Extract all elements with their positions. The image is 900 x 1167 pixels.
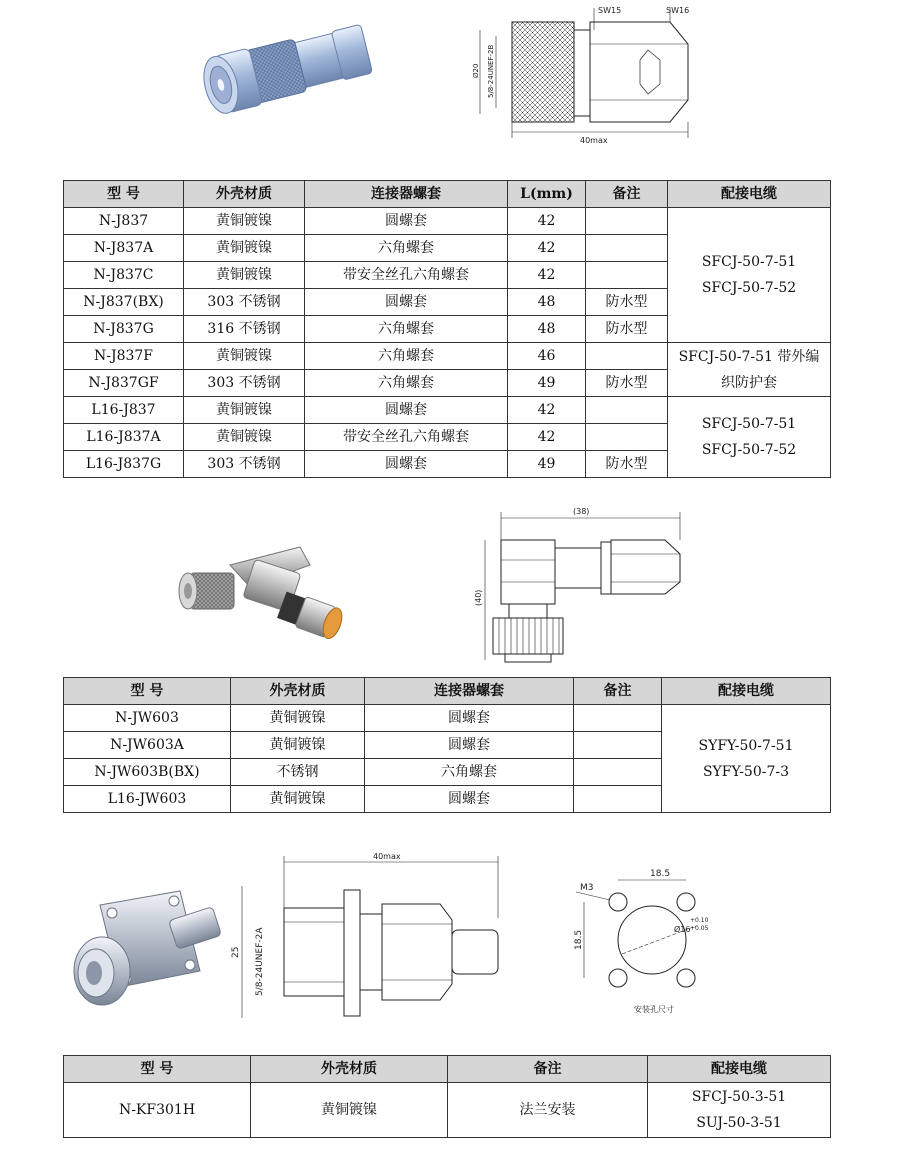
table-header-row (64, 1056, 831, 1083)
cell-model: N-J837GF (64, 370, 184, 397)
cable-line: SFCJ-50-7-52 (701, 280, 797, 296)
cell-material: 303 不锈钢 (184, 289, 305, 316)
cell-material: 黄铜镀镍 (184, 235, 305, 262)
cable-line: SFCJ-50-7-51 (701, 416, 797, 432)
table-header-row (64, 181, 831, 208)
cell-model: N-J837A (64, 235, 184, 262)
n-kf301h-mounting-hole-drawing (566, 860, 716, 1025)
cell-length: 46 (508, 343, 586, 370)
cell-nut: 圆螺套 (365, 732, 574, 759)
cell-model: N-JW603 (64, 705, 231, 732)
cell-model: N-J837F (64, 343, 184, 370)
cell-nut: 圆螺套 (305, 289, 508, 316)
cable-line: SFCJ-50-7-51 (701, 254, 797, 270)
dim-tol-lower-label: +0.05 (690, 925, 709, 932)
cable-line: SYFY-50-7-51 (698, 737, 794, 754)
cable-line: SUJ-50-3-51 (696, 1115, 782, 1131)
n-jw603-technical-drawing (465, 500, 695, 670)
n-j837-spec-table (63, 180, 831, 478)
cable-line: 织防护套 (721, 374, 777, 391)
cell-cable-group-2 (668, 343, 831, 397)
cable-line: SFCJ-50-7-51 带外编 (678, 348, 820, 365)
dim-tol-upper-label: +0.10 (690, 917, 709, 924)
cell-cable-group-1 (668, 208, 831, 343)
col-nut: 连接器螺套 (365, 678, 574, 705)
cable-line: SYFY-50-7-3 (702, 763, 790, 780)
cell-material: 303 不锈钢 (184, 370, 305, 397)
cell-material: 303 不锈钢 (184, 451, 305, 478)
n-j837-product-photo (190, 18, 380, 128)
cell-nut: 六角螺套 (305, 370, 508, 397)
col-material: 外壳材质 (251, 1056, 448, 1083)
cell-model: N-J837C (64, 262, 184, 289)
table-row (64, 705, 831, 732)
cell-cable-group (662, 705, 831, 813)
n-jw603-spec-table (63, 677, 831, 813)
cell-nut: 圆螺套 (305, 208, 508, 235)
cell-model: L16-JW603 (64, 786, 231, 813)
dim-screw-label: M3 (580, 883, 594, 893)
n-kf301h-spec-table (63, 1055, 831, 1138)
col-length: L(mm) (508, 181, 586, 208)
dim-sw16-label: SW16 (666, 6, 690, 15)
dim-spacing-x-label: 18.5 (650, 869, 671, 879)
cell-model: N-J837(BX) (64, 289, 184, 316)
table-row (64, 397, 831, 424)
dim-width-label: (38) (573, 507, 590, 516)
cell-cable-group-3 (668, 397, 831, 478)
cell-model: N-JW603B(BX) (64, 759, 231, 786)
cell-remark (586, 208, 668, 235)
cell-nut: 六角螺套 (305, 235, 508, 262)
dim-thread-label: 5/8-24UNEF-2A (255, 927, 265, 996)
cell-material: 黄铜镀镍 (231, 705, 365, 732)
cell-length: 42 (508, 397, 586, 424)
dim-length-label: 40max (580, 136, 608, 145)
table-row (64, 1083, 831, 1138)
cell-remark: 防水型 (586, 370, 668, 397)
cell-material: 黄铜镀镍 (184, 208, 305, 235)
col-model: 型 号 (64, 181, 184, 208)
cell-nut: 带安全丝孔六角螺套 (305, 262, 508, 289)
cell-remark: 防水型 (586, 316, 668, 343)
col-material: 外壳材质 (231, 678, 365, 705)
cell-material: 316 不锈钢 (184, 316, 305, 343)
cell-length: 42 (508, 208, 586, 235)
cell-remark (586, 424, 668, 451)
dim-length-label: 40max (373, 852, 401, 861)
col-remark: 备注 (448, 1056, 648, 1083)
col-model: 型 号 (64, 678, 231, 705)
cable-line: SFCJ-50-7-52 (701, 442, 797, 458)
dim-caption-label: 安装孔尺寸 (634, 1005, 674, 1014)
cell-remark (574, 759, 662, 786)
cell-material: 黄铜镀镍 (231, 786, 365, 813)
col-cable: 配接电缆 (662, 678, 831, 705)
cell-material: 黄铜镀镍 (184, 424, 305, 451)
cell-nut: 六角螺套 (305, 343, 508, 370)
cell-model: L16-J837A (64, 424, 184, 451)
cell-remark (586, 397, 668, 424)
dim-height-label: (40) (474, 589, 483, 606)
dim-bore-label: Ø16 (674, 925, 691, 934)
table-row (64, 343, 831, 370)
cell-length: 49 (508, 370, 586, 397)
cell-remark: 防水型 (586, 289, 668, 316)
cell-model: L16-J837 (64, 397, 184, 424)
cell-remark (574, 732, 662, 759)
cell-length: 42 (508, 262, 586, 289)
cell-length: 48 (508, 289, 586, 316)
n-jw603-product-photo (170, 535, 360, 655)
cell-material: 黄铜镀镍 (184, 343, 305, 370)
cell-length: 42 (508, 424, 586, 451)
cell-nut: 圆螺套 (305, 451, 508, 478)
dim-sw15-label: SW15 (598, 6, 622, 15)
col-material: 外壳材质 (184, 181, 305, 208)
cable-line: SFCJ-50-3-51 (691, 1089, 787, 1105)
cell-nut: 带安全丝孔六角螺套 (305, 424, 508, 451)
cell-remark (586, 235, 668, 262)
col-model: 型 号 (64, 1056, 251, 1083)
cell-model: N-J837 (64, 208, 184, 235)
table-header-row (64, 678, 831, 705)
n-j837-technical-drawing (460, 0, 720, 150)
cell-material: 黄铜镀镍 (184, 397, 305, 424)
cell-nut: 六角螺套 (365, 759, 574, 786)
col-nut: 连接器螺套 (305, 181, 508, 208)
dim-height-label: 25 (231, 946, 241, 958)
cell-length: 48 (508, 316, 586, 343)
cell-nut: 圆螺套 (365, 705, 574, 732)
cell-model: L16-J837G (64, 451, 184, 478)
cell-remark: 防水型 (586, 451, 668, 478)
cell-length: 42 (508, 235, 586, 262)
cell-model: N-J837G (64, 316, 184, 343)
cell-cable-group (648, 1083, 831, 1138)
cell-remark (586, 262, 668, 289)
dim-spacing-y-label: 18.5 (574, 929, 584, 950)
cell-model: N-KF301H (64, 1083, 251, 1138)
cell-material: 黄铜镀镍 (184, 262, 305, 289)
cell-material: 黄铜镀镍 (251, 1083, 448, 1138)
cell-remark (586, 343, 668, 370)
cell-nut: 六角螺套 (305, 316, 508, 343)
cell-length: 49 (508, 451, 586, 478)
cell-remark (574, 705, 662, 732)
cell-material: 不锈钢 (231, 759, 365, 786)
cell-material: 黄铜镀镍 (231, 732, 365, 759)
cell-remark (574, 786, 662, 813)
col-cable: 配接电缆 (648, 1056, 831, 1083)
cell-nut: 圆螺套 (365, 786, 574, 813)
dim-diameter-label: Ø20 (472, 63, 480, 78)
col-remark: 备注 (586, 181, 668, 208)
dim-thread-label: 5/8-24UNEF-2B (487, 44, 495, 98)
col-cable: 配接电缆 (668, 181, 831, 208)
n-kf301h-product-photo (60, 885, 240, 1015)
cell-nut: 圆螺套 (305, 397, 508, 424)
n-kf301h-technical-drawing (228, 848, 528, 1038)
table-row (64, 208, 831, 235)
col-remark: 备注 (574, 678, 662, 705)
cell-remark: 法兰安装 (448, 1083, 648, 1138)
cell-model: N-JW603A (64, 732, 231, 759)
